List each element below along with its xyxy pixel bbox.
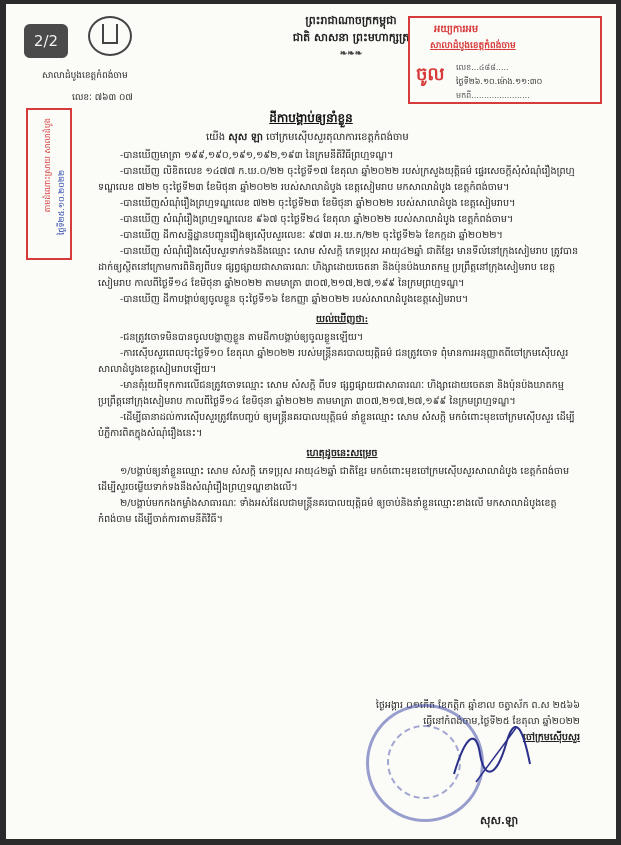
reason-paragraph: -មានតុំរុយពីទុកការលើជនត្រូវចោទឈ្មោះ សោម សំសក្តិ ពីបទ ផ្សព្វផ្សាយជាសាធារណៈ ហិង្សាដោយចេតនា និងប៉ុនប៉ងឃាតកម្ម ប្រព្រឹត្តនៅក្រុងសៀមរាប កាលពីថ្ងៃទី១៤ ខែមិថុនា ឆ្នាំ២០២២ តាមមាត្រា ៣០៧,២១៧,២៧,១៩៩ នៃក្រមព្រហ្មទណ្ឌ។: [98, 380, 564, 407]
issuer-title: ចៅក្រមស៊ើបសួរតុលាការខេត្តកំពង់ចាម: [266, 132, 409, 143]
court-emblem-icon: [88, 16, 132, 56]
reasons-heading: យល់ឃើញថា:: [315, 314, 369, 325]
court-name: សាលាដំបូងខេត្តកំពង់ចាម: [42, 71, 128, 81]
page-counter[interactable]: 2/2: [24, 24, 68, 58]
kingdom-line: ព្រះរាជាណាចក្រកម្ពុជា: [305, 14, 397, 27]
citation-paragraph: -បានឃើញសំណុំរឿងព្រហ្មទណ្ឌលេខ ៧២២ ចុះថ្ងៃទី២៣ ខែមិថុនា ឆ្នាំ២០២២ របស់សាលាដំបូង ខេត្តសៀមរាប។: [120, 198, 516, 209]
decision-heading: ហេតុដូចនេះសម្រេច: [306, 448, 378, 459]
citation-paragraph: -បានឃើញ សំណុំរឿងស៊ើបសួរទាក់ទងនឹងឈ្មោះ សោម សំសក្តិ ភេទប្រុស អាយុ៤២ឆ្នាំ ជាតិខ្មែរ មានទីលំនៅក្រុងសៀមរាប ត្រូវបានដាក់ឲ្យស្ថិតនៅក្រោមការពិនិត្យពីបទ ផ្សព្វផ្សាយជាសាធារណៈ ហិង្សាដោយចេតនា និងប៉ុនប៉ងឃាតកម្ម ប្រព្រឹត្តនៅក្រុងសៀមរាប ខេត្តសៀមរាប កាលពីថ្ងៃទី១៤ ខែមិថុនា ឆ្នាំ២០២២ តាមមាត្រា ៣០៧,២១៧,២៧,១៩៩ នៃក្រមព្រហ្មទណ្ឌ។: [98, 246, 579, 289]
issuer-line: [206, 130, 409, 145]
document-body: [98, 148, 586, 528]
received-stamp: [408, 16, 602, 104]
signer-role: ចៅក្រមស៊ើបសួរ: [522, 732, 580, 743]
signature-icon: [446, 724, 536, 784]
side-stamp: [26, 108, 72, 260]
lunar-date: ថ្ងៃអង្គារ ០១កើត ខែកត្តិក ឆ្នាំខាល ចត្វាស័ក ព.ស ២៥៦៦: [375, 700, 580, 711]
side-stamp-handwriting: ថ្ងៃទី២៥.១០.២០២២: [57, 170, 66, 236]
citation-paragraph: -បានឃើញ សំណុំរឿងព្រហ្មទណ្ឌលេខ ៩៦៧ ចុះថ្ងៃទី២៤ ខែតុលា ឆ្នាំ២០២២ របស់សាលាដំបូង ខេត្តកំពង់ចាម។: [120, 214, 514, 225]
flourish-icon: ❧❧❧: [339, 49, 363, 59]
decision-paragraph: ១/បង្គាប់ឲ្យនាំខ្លួនឈ្មោះ សោម សំសក្តិ ភេទប្រុស អាយុ៤២ឆ្នាំ ជាតិខ្មែរ មកចំពោះមុខចៅក្រមស៊ើបសួរសាលាដំបូង ខេត្តកំពង់ចាម ដើម្បីសួរចម្លើយទាក់ទងនឹងសំណុំរឿងព្រហ្មទណ្ឌខាងលើ។: [98, 466, 570, 493]
document-title: ដីកាបង្គាប់ឲ្យនាំខ្លួន: [269, 111, 353, 125]
place-date: ធ្វើនៅកំពង់ចាម,ថ្ងៃទី២៥ ខែតុលា ឆ្នាំ២០២២: [423, 716, 580, 727]
reason-paragraph: -ដើម្បីធានាដល់ការស៊ើបសួរត្រូវតែបញ្ចប់ ឲ្យមន្ត្រីនគរបាលយុត្តិធម៌ នាំខ្លួនឈ្មោះ សោម សំសក្តិ មកចំពោះមុខចៅក្រមស៊ើបសួរ ដើម្បីបំភ្លឺការពិតក្នុងសំណុំរឿងនេះ។: [98, 412, 575, 439]
document-page: [6, 4, 616, 839]
stamp-court: សាលាដំបូងខេត្តកំពង់ចាម: [430, 41, 516, 51]
issuer-name: សុស ឡា: [228, 132, 263, 143]
motto-line: ជាតិ សាសនា ព្រះមហាក្សត្រ: [292, 31, 410, 44]
issuer-prefix: យើង: [206, 132, 226, 143]
citation-paragraph: -បានឃើញមាត្រា ១៩៩,១៩០,១៩១,១៩២,១៩៣ នៃក្រមនីតិវិធីព្រហ្មទណ្ឌ។: [120, 150, 394, 161]
decision-paragraph: ២/បង្គាប់មកកងកម្លាំងសាធារណៈ ទាំងអស់ដែលជាមន្ត្រីនគរបាលយុត្តិធម៌ ឲ្យចាប់និងនាំខ្លួនឈ្មោះខាងលើ មកសាលាដំបូងខេត្តកំពង់ចាម ដើម្បីចាត់ការតាមនីតិវិធី។: [98, 498, 557, 525]
stamp-number: លេខ...៤៨៨.....: [456, 63, 509, 72]
citation-paragraph: -បានឃើញ ដីកាសន្និដ្ឋានបញ្ជូនរឿងឲ្យស៊ើបសួរលេខៈ ៩៧៣ អ.យ.ក/២២ ចុះថ្ងៃទី២៦ ខែកក្កដា ឆ្នាំ២០២២។: [120, 230, 503, 241]
stamp-date-time: ថ្ងៃទី២៦.១០.ម៉ោង.១១:៣០: [456, 77, 543, 86]
stamp-received-mark: ចូល: [416, 64, 445, 85]
reason-paragraph: -ការស៊ើបសួរពេលចុះថ្ងៃទី១០ ខែតុលា ឆ្នាំ២០២២ របស់មន្ត្រីនគរបាលយុត្តិធម៌ ជនត្រូវចោទ ពុំមានការអនុញ្ញាតពីចៅក្រមស៊ើបសួរសាលាដំបូងខេត្តសៀមរាបឡើយ។: [98, 348, 569, 375]
citation-paragraph: -បានឃើញ លិខិតលេខ ១៤៧៧ ក.ឃ.០/២២ ចុះថ្ងៃទី១៧ ខែតុលា ឆ្នាំ២០២២ របស់ក្រសួងយុត្តិធម៌ ផ្ទេរសេចក្តីសុំសំណុំរឿងព្រហ្មទណ្ឌលេខ ៧២២ ចុះថ្ងៃទី២៣ ខែមិថុនា ឆ្នាំ២០២២ របស់សាលាដំបូង ខេត្តសៀមរាប មកសាលាដំបូង ខេត្តកំពង់ចាម។: [98, 166, 575, 193]
stamp-from: មកពី.......................: [456, 91, 530, 100]
citation-paragraph: -បានឃើញ ដីកាបង្គាប់ឲ្យចូលខ្លួន ចុះថ្ងៃទី១៦ ខែកញ្ញា ឆ្នាំ២០២២ របស់សាលាដំបូងខេត្តសៀមរាប។: [120, 294, 469, 305]
reason-paragraph: -ជនត្រូវចោទមិនបានចូលបង្ហាញខ្លួន តាមដីកាបង្គាប់ឲ្យចូលខ្លួនឡើយ។: [120, 332, 364, 343]
side-stamp-text: តាមដំណោះស្រាយ សាលាដំបូង: [43, 118, 52, 213]
document-number: លេខៈ ៧៦៣ ០៧: [72, 93, 133, 103]
signer-name: សុស.ឡា: [480, 814, 519, 827]
stamp-office: អយ្យការអម: [434, 24, 479, 35]
